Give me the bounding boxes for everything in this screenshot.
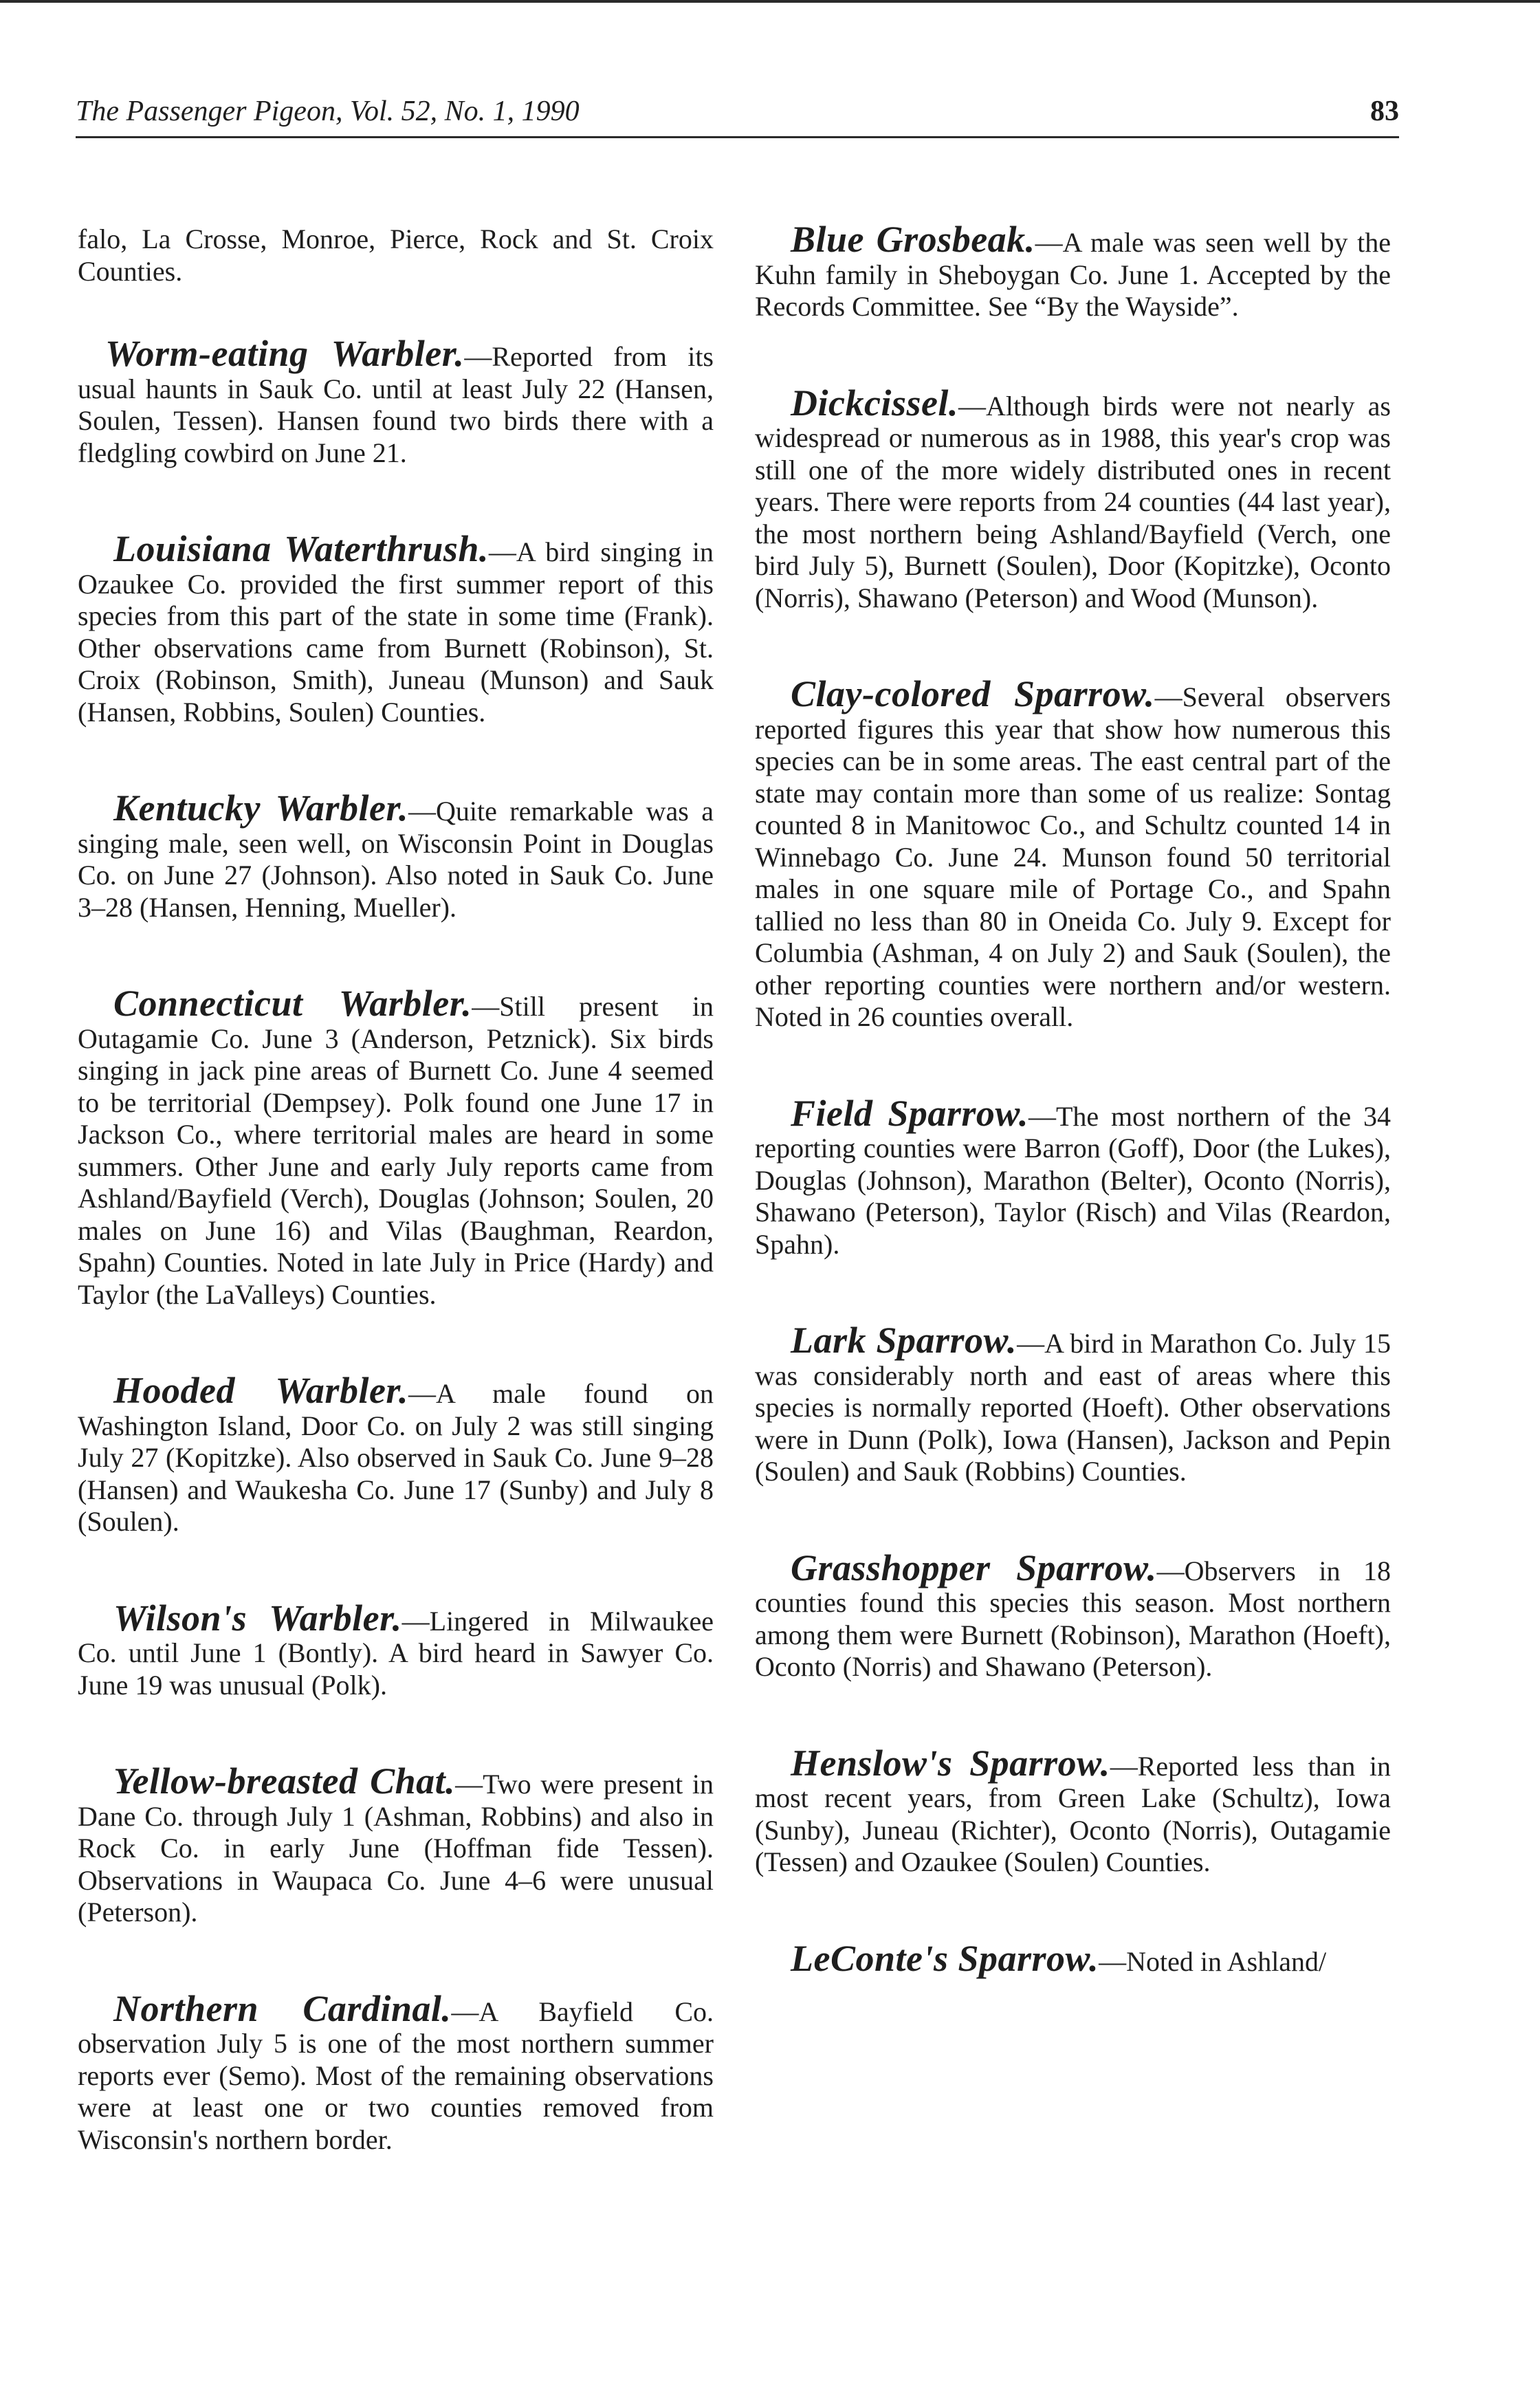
journal-title: The Passenger Pigeon, Vol. 52, No. 1, 1990 xyxy=(76,96,580,127)
species-name: Kentucky Warbler. xyxy=(113,787,408,829)
species-entry xyxy=(78,333,714,469)
species-text: —A Bayfield Co. observation July 5 is one of the most northern summer reports ever (Semo). Most of the remaining observations were at least one or two counties removed from Wisconsin's northern border. xyxy=(78,1996,714,2155)
species-text: —Quite remarkable was a singing male, seen well, on Wisconsin Point in Douglas Co. on June 27 (Johnson). Also noted in Sauk Co. June 3–28 (Hansen, Henning, Mueller). xyxy=(78,796,714,923)
species-name: Connecticut Warbler. xyxy=(113,983,472,1024)
species-text: —The most northern of the 34 reporting counties were Barron (Goff), Door (the Lukes), Douglas (Johnson), Marathon (Belter), Oconto (Norris), Shawano (Peterson), Taylor (Risch) and Vilas (Reardon, Spahn). xyxy=(755,1100,1391,1260)
species-name: Northern Cardinal. xyxy=(113,1987,452,2029)
species-name: Clay-colored Sparrow. xyxy=(791,673,1155,714)
species-entry xyxy=(78,1597,714,1702)
species-entry xyxy=(78,1760,714,1929)
species-text: —A male found on Washington Island, Door Co. on July 2 was still singing July 27 (Kopitzke). Also observed in Sauk Co. June 9–28 (Hansen) and Waukesha Co. June 17 (Sunby) and July 8 (Soulen). xyxy=(78,1378,714,1537)
species-name: Yellow-breasted Chat. xyxy=(113,1760,456,1802)
species-text: —A bird in Marathon Co. July 15 was considerably north and east of areas where this species is normally reported (Hoeft). Other observations were in Dunn (Polk), Iowa (Hansen), Jackson and Pepin (Soulen) and Sauk (Robbins) Counties. xyxy=(755,1328,1392,1487)
right-column xyxy=(755,219,1392,1979)
species-text: —Noted in Ashland/ xyxy=(1099,1945,1327,1977)
left-column xyxy=(78,223,714,2156)
top-border-rule xyxy=(0,0,1540,3)
species-text: —Several observers reported figures this year that show how numerous this species can be in some areas. The east central part of the state may contain more than some of us realize: Sontag counted 8 in Manitowoc Co., and Schultz counted 14 in Winnebago Co. June 24. Munson found 50 territorial males in one square mile of Portage Co., and Spahn tallied no less than 80 in Oneida Co. July 9. Except for Columbia (Ashman, 4 on July 2) and Sauk (Soulen), the other reporting counties were northern and/or western. Noted in 26 counties overall. xyxy=(755,681,1391,1032)
species-text: —Lingered in Milwaukee Co. until June 1 (Bontly). A bird heard in Sawyer Co. June 19 was unusual (Polk). xyxy=(78,1605,714,1701)
species-name: Grasshopper Sparrow. xyxy=(791,1547,1157,1588)
species-entry xyxy=(755,1742,1391,1879)
species-text: —A bird singing in Ozaukee Co. provided the first summer report of this species from this part of the state in some time (Frank). Other observations came from Burnett (Robinson), St. Croix (Robinson, Smith), Juneau (Munson) and Sauk (Hansen, Robbins, Soulen) Counties. xyxy=(78,536,714,728)
species-text: —Still present in Outagamie Co. June 3 (Anderson, Petznick). Six birds singing in jack pine areas of Burnett Co. June 4 seemed to be territorial (Dempsey). Polk found one June 17 in Jackson Co., where territorial males are heard in some summers. Other June and early July reports came from Ashland/Bayfield (Verch), Douglas (Johnson; Soulen, 20 males on June 16) and Vilas (Baughman, Reardon, Spahn) Counties. Noted in late July in Price (Hardy) and Taylor (the LaValleys) Counties. xyxy=(78,991,714,1310)
species-name: Wilson's Warbler. xyxy=(113,1597,402,1639)
page-number: 83 xyxy=(1370,96,1399,127)
species-name: Hooded Warbler. xyxy=(113,1370,408,1411)
species-entry xyxy=(78,528,714,728)
species-name: Worm-eating Warbler. xyxy=(105,333,465,374)
species-entry xyxy=(78,1987,714,2156)
species-name: Blue Grosbeak. xyxy=(791,219,1035,260)
species-entry xyxy=(755,1092,1391,1261)
species-text: —Reported from its usual haunts in Sauk Co. until at least July 22 (Hansen, Soulen, Tessen). Hansen found two birds there with a fledgling cowbird on June 21. xyxy=(78,341,714,468)
species-name: Dickcissel. xyxy=(791,382,958,424)
species-entry xyxy=(755,1547,1392,1683)
species-entry xyxy=(755,1937,1391,1979)
species-text: —Observers in 18 counties found this species this season. Most northern among them were Burnett (Robinson), Marathon (Hoeft), Oconto (Norris) and Shawano (Peterson). xyxy=(755,1555,1392,1682)
species-entry xyxy=(755,219,1391,323)
species-name: Louisiana Waterthrush. xyxy=(113,528,489,569)
species-name: Henslow's Sparrow. xyxy=(791,1742,1110,1784)
species-name: LeConte's Sparrow. xyxy=(791,1937,1099,1979)
species-entry xyxy=(78,787,714,924)
running-header xyxy=(76,95,1399,138)
species-entry xyxy=(755,1320,1392,1488)
species-entry xyxy=(755,673,1391,1034)
continuation-paragraph: falo, La Crosse, Monroe, Pierce, Rock and St. Croix Counties. xyxy=(78,223,714,287)
species-name: Field Sparrow. xyxy=(791,1092,1028,1134)
species-text: —Two were present in Dane Co. through July 1 (Ashman, Robbins) and also in Rock Co. in early June (Hoffman fide Tessen). Observations in Waupaca Co. June 4–6 were unusual (Peterson). xyxy=(78,1769,714,1927)
species-name: Lark Sparrow. xyxy=(791,1320,1018,1361)
species-text: —A male was seen well by the Kuhn family in Sheboygan Co. June 1. Accepted by the Records Committee. See “By the Wayside”. xyxy=(755,227,1391,322)
species-text: —Although birds were not nearly as widespread or numerous as in 1988, this year's crop was still one of the more widely distributed ones in recent years. There were reports from 24 counties (44 last year), the most northern being Ashland/Bayfield (Verch, one bird July 5), Burnett (Soulen), Door (Kopitzke), Oconto (Norris), Shawano (Peterson) and Wood (Munson). xyxy=(755,390,1391,613)
species-entry xyxy=(78,983,714,1311)
species-entry xyxy=(78,1370,714,1538)
species-entry xyxy=(755,382,1391,615)
species-text: —Reported less than in most recent years, from Green Lake (Schultz), Iowa (Sunby), Juneau (Richter), Oconto (Norris), Outagamie (Tessen) and Ozaukee (Soulen) Counties. xyxy=(755,1750,1391,1877)
